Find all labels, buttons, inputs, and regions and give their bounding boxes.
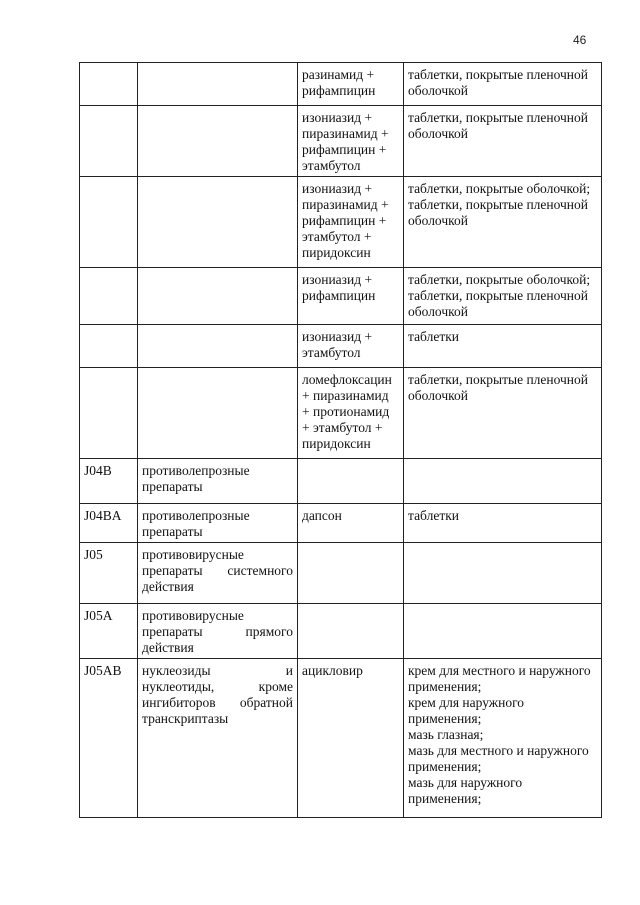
dosage-form: таблетки, покрытые пленочной оболочкой [408,372,589,403]
atc-code-cell: J04BA [80,504,138,543]
dosage-forms-cell [404,543,602,604]
table-row [80,604,602,659]
dosage-form: крем для местного и наружного применения; [408,663,591,694]
group-name-cell: противолепрозные препараты [138,459,298,504]
substance-cell: изониазид + пиразинамид + рифампицин + этамбутол + пиридоксин [298,177,404,268]
dosage-forms-cell [404,368,602,459]
atc-code-cell [80,268,138,325]
group-name-cell [138,177,298,268]
dosage-form: таблетки, покрытые пленочной оболочкой [408,67,589,98]
substance-cell: ломефлоксацин + пиразинамид + протионамид + этамбутол + пиридоксин [298,368,404,459]
substance-cell [298,604,404,659]
group-name-cell [138,63,298,106]
group-name-cell: противовирусные препараты системного действия [138,543,298,604]
table-row [80,504,602,543]
substance-cell: изониазид + пиразинамид + рифампицин + этамбутол [298,106,404,177]
dosage-form: мазь для местного и наружного применения; [408,743,589,774]
dosage-form: таблетки, покрытые пленочной оболочкой [408,110,589,141]
medication-table [79,62,602,818]
atc-code-cell [80,63,138,106]
page-number: 46 [573,33,587,47]
dosage-forms-cell [404,177,602,268]
group-name-cell [138,106,298,177]
table-row [80,63,602,106]
dosage-form: таблетки [408,508,460,523]
atc-code-cell [80,177,138,268]
dosage-forms-cell [404,604,602,659]
atc-code-cell [80,368,138,459]
table-row [80,177,602,268]
substance-cell: изониазид + рифампицин [298,268,404,325]
dosage-forms-cell [404,459,602,504]
table-row [80,659,602,818]
dosage-form: таблетки, покрытые пленочной оболочкой [408,197,589,228]
group-name-cell: нуклеозиды и нуклеотиды, кроме ингибиторов обратной транскриптазы [138,659,298,818]
group-name-cell [138,268,298,325]
table-row [80,543,602,604]
group-name-cell: противолепрозные препараты [138,504,298,543]
substance-cell [298,459,404,504]
dosage-forms-cell [404,63,602,106]
group-name-cell [138,368,298,459]
table-row [80,325,602,368]
dosage-forms-cell [404,504,602,543]
atc-code-cell: J05 [80,543,138,604]
substance-cell: изониазид + этамбутол [298,325,404,368]
substance-cell: разинамид + рифампицин [298,63,404,106]
substance-cell: дапсон [298,504,404,543]
dosage-forms-cell [404,106,602,177]
substance-cell: ацикловир [298,659,404,818]
group-name-cell: противовирусные препараты прямого действия [138,604,298,659]
dosage-form: таблетки, покрытые оболочкой; [408,272,591,287]
substance-cell [298,543,404,604]
dosage-form: мазь глазная; [408,727,484,742]
atc-code-cell [80,325,138,368]
atc-code-cell: J05A [80,604,138,659]
table-row [80,106,602,177]
dosage-forms-cell [404,268,602,325]
table-row [80,368,602,459]
dosage-form: крем для наружного применения; [408,695,525,726]
table-row [80,268,602,325]
table-body [80,63,602,818]
dosage-form: таблетки, покрытые оболочкой; [408,181,591,196]
group-name-cell [138,325,298,368]
atc-code-cell: J04B [80,459,138,504]
atc-code-cell [80,106,138,177]
dosage-form: таблетки [408,329,460,344]
dosage-forms-cell [404,325,602,368]
table-row [80,459,602,504]
dosage-form: мазь для наружного применения; [408,775,523,806]
dosage-forms-cell [404,659,602,818]
atc-code-cell: J05AB [80,659,138,818]
dosage-form: таблетки, покрытые пленочной оболочкой [408,288,589,319]
